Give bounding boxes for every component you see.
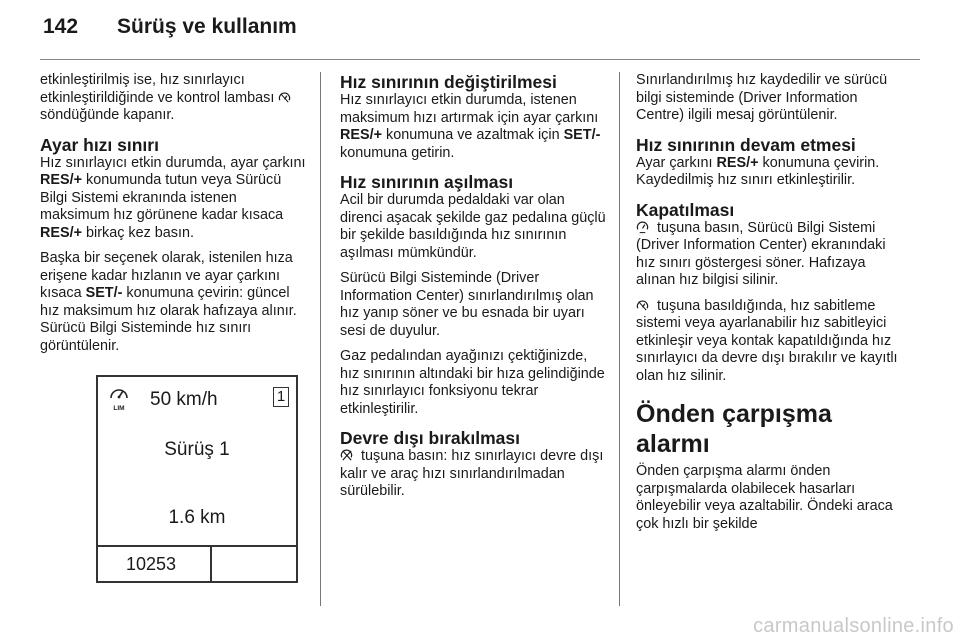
chapter-title: Sürüş ve kullanım bbox=[117, 15, 297, 38]
page-number: 142 bbox=[43, 15, 79, 38]
section-heading-deactivate: Devre dışı bırakılması bbox=[340, 428, 520, 448]
paragraph: Gaz pedalından ayağınızı çektiğinizde, hız sınırının altındaki bir hıza gelindiğinde hız sınırlayıcı fonksiyonu tekrar etkinleştirilir. bbox=[340, 348, 605, 417]
limit-speed-value: 50 km/h bbox=[150, 389, 218, 410]
section-heading-forward-collision: Önden çarpışma alarmı bbox=[636, 400, 832, 458]
trip-distance: 1.6 km bbox=[168, 507, 226, 528]
paragraph: Acil bir durumda pedaldaki var olan direnci aşacak şekilde gaz pedalına güçlü bir şekilde basıldığında hız sınırının aşılması mümkündür. bbox=[340, 192, 606, 261]
speedometer-off-icon bbox=[636, 299, 649, 312]
driver-info-display-figure bbox=[86, 365, 308, 593]
paragraph: Sınırlandırılmış hız kaydedilir ve sürücü bilgi sisteminde (Driver Information Centre) ilgili mesaj görüntülenir. bbox=[636, 72, 888, 123]
paragraph: Önden çarpışma alarmı önden çarpışmalarda olabilecek hasarları önleyebilir veya azaltabilir. Öndeki araca çok hızlı bir şekilde bbox=[636, 463, 893, 532]
paragraph: Hız sınırlayıcı etkin durumda, istenen maksimum hızı artırmak için ayar çarkını RES/+ konumuna ve azaltmak için SET/- konumuna getirin. bbox=[340, 92, 601, 161]
odometer-value: 10253 bbox=[126, 554, 177, 574]
svg-text:LIM: LIM bbox=[113, 405, 125, 412]
section-heading-switch-off: Kapatılması bbox=[636, 199, 735, 220]
paragraph: Hız sınırlayıcı etkin durumda, ayar çarkını RES/+ konumunda tutun veya Sürücü Bilgi Sistemi ekranında istenen maksimum hız görünene kadar kısaca RES/+ birkaç kez basın. bbox=[40, 154, 306, 241]
section-heading-exceed-limit: Hız sınırının aşılması bbox=[340, 172, 514, 192]
column-3 bbox=[636, 72, 908, 541]
column-divider bbox=[320, 72, 321, 606]
watermark: carmanualsonline.info bbox=[753, 615, 954, 637]
driver-info-display bbox=[96, 375, 298, 583]
display-divider bbox=[210, 545, 212, 582]
display-divider bbox=[98, 545, 296, 547]
header-rule bbox=[40, 59, 920, 60]
trip-name: Sürüş 1 bbox=[164, 439, 230, 460]
column-1 bbox=[40, 72, 308, 593]
trip-badge: 1 bbox=[273, 387, 289, 407]
section-heading-change-limit: Hız sınırının değiştirilmesi bbox=[340, 72, 557, 92]
paragraph: Başka bir seçenek olarak, istenilen hıza erişene kadar hızlanın ve ayar çarkını kısaca SET/- konumuna çevirin: güncel hız maksimum hız olarak hafızaya alınır. Sürücü Bilgi Sisteminde hız sınırı görüntülenir. bbox=[40, 250, 297, 354]
paragraph: Ayar çarkını RES/+ konumuna çevirin. Kaydedilmiş hız sınırı etkinleştirilir. bbox=[636, 154, 880, 188]
cruise-cancel-icon bbox=[340, 449, 353, 462]
paragraph: tuşuna basın, Sürücü Bilgi Sistemi (Driver Information Center) ekranındaki hız sınırı göstergesi söner. Hafızaya alınan hız bilgisi silinir. bbox=[636, 219, 886, 288]
section-heading-resume-limit: Hız sınırının devam etmesi bbox=[636, 134, 856, 155]
speedometer-off-icon bbox=[278, 91, 291, 104]
paragraph: Sürücü Bilgi Sisteminde (Driver Information Center) sınırlandırılmış olan hız yanıp söner ve bu esnada bir uyarı sesi de duyulur. bbox=[340, 270, 594, 339]
paragraph: tuşuna basın: hız sınırlayıcı devre dışı kalır ve araç hızı sınırlandırılmadan sürülebilir. bbox=[340, 448, 604, 499]
column-divider bbox=[619, 72, 620, 606]
paragraph: tuşuna basıldığında, hız sabitleme sistemi veya ayarlanabilir hız sabitleyici etkinleşir veya kontak kapatıldığında hız sınırlayıcı da devre dışı bırakılır ve kayıtlı olan hız silinir. bbox=[636, 297, 898, 384]
column-2 bbox=[340, 72, 608, 509]
section-heading-set-limit: Ayar hızı sınırı bbox=[40, 134, 159, 155]
paragraph: etkinleştirilmiş ise, hız sınırlayıcı etkinleştirildiğinde ve kontrol lambası söndüğünde kapanır. bbox=[40, 72, 308, 125]
speed-limiter-icon bbox=[108, 384, 130, 412]
speed-limiter-icon bbox=[636, 221, 649, 234]
